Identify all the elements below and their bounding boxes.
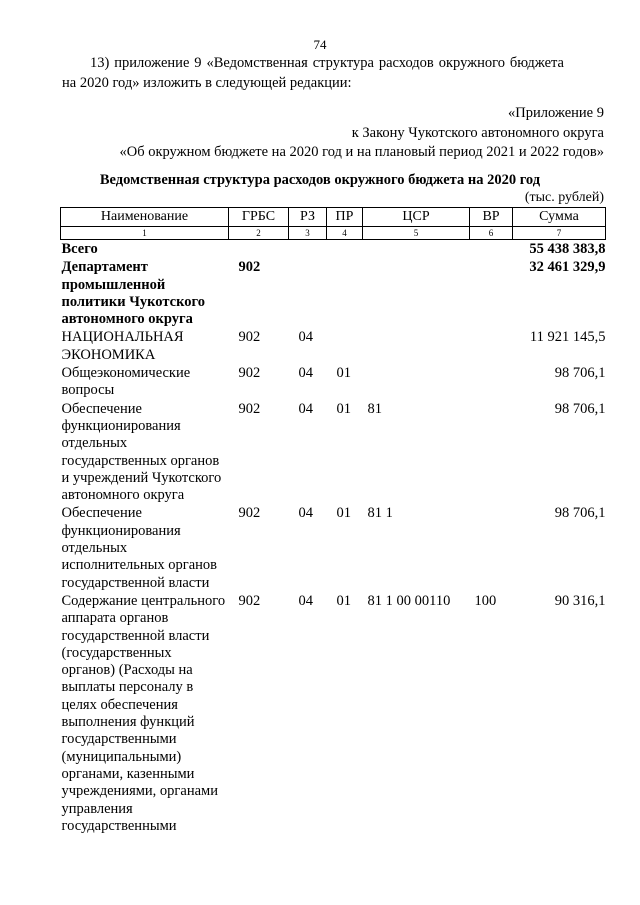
column-number: 5 — [363, 227, 470, 240]
row-csr: 81 — [367, 400, 382, 417]
row-name: Содержание центрального аппарата органов государственной власти (государственных органов) (Расходы на выплаты персоналу в целях обеспечения выполнения функций государственными (муниципальными) органами, казенными учреждениями, органами управления государственными — [61, 592, 226, 834]
row-pr: 01 — [336, 505, 351, 522]
annex-header — [119, 104, 604, 163]
row-rz: 04 — [298, 365, 313, 382]
header-vr: ВР — [470, 208, 513, 227]
column-number: 1 — [61, 227, 229, 240]
row-name: Всего — [61, 241, 98, 257]
row-pr — [327, 258, 363, 328]
units-label: (тыс. рублей) — [524, 190, 604, 205]
row-name: Департамент промышленной политики Чукотского автономного округа — [61, 259, 205, 328]
row-grbs: 902 — [238, 505, 261, 522]
document-title: Ведомственная структура расходов окружного бюджета на 2020 год — [99, 172, 541, 188]
page-number: 74 — [313, 37, 327, 52]
table-row — [61, 592, 606, 835]
column-number: 6 — [470, 227, 513, 240]
row-grbs: 902 — [238, 592, 261, 609]
row-name: Общеэкономические вопросы — [61, 365, 191, 399]
row-pr: 01 — [336, 365, 351, 382]
column-number: 3 — [289, 227, 327, 240]
annex-line-1: «Приложение 9 — [508, 105, 604, 121]
row-sum: 32 461 329,9 — [529, 259, 606, 276]
row-name: НАЦИОНАЛЬНАЯ ЭКОНОМИКА — [61, 329, 184, 363]
row-sum: 98 706,1 — [554, 365, 606, 382]
row-csr — [363, 240, 470, 259]
intro-paragraph: 13) приложение 9 «Ведомственная структура расходов окружного бюджета на 2020 год» изложить в следующей редакции: — [62, 55, 564, 91]
row-rz — [289, 240, 327, 259]
row-csr: 81 1 — [367, 505, 393, 522]
row-name: Обеспечение функционирования отдельных исполнительных органов государственной власти — [61, 505, 218, 591]
row-sum: 90 316,1 — [554, 592, 606, 609]
row-rz: 04 — [298, 505, 313, 522]
row-csr: 81 1 00 00110 — [367, 592, 451, 609]
table-row — [61, 400, 606, 505]
row-vr — [470, 328, 513, 364]
header-sum: Сумма — [513, 208, 606, 227]
column-number: 4 — [327, 227, 363, 240]
row-sum: 98 706,1 — [554, 505, 606, 522]
row-vr — [470, 504, 513, 591]
row-pr: 01 — [336, 592, 351, 609]
header-csr: ЦСР — [363, 208, 470, 227]
row-pr — [327, 328, 363, 364]
table-row — [61, 364, 606, 400]
header-rz: РЗ — [289, 208, 327, 227]
header-pr: ПР — [327, 208, 363, 227]
column-number: 2 — [229, 227, 289, 240]
row-grbs — [229, 240, 289, 259]
column-number-row — [61, 227, 606, 240]
row-grbs: 902 — [238, 259, 261, 276]
row-sum: 11 921 145,5 — [529, 329, 606, 346]
row-sum: 55 438 383,8 — [529, 241, 606, 257]
row-rz — [289, 258, 327, 328]
row-sum: 98 706,1 — [554, 400, 606, 417]
row-grbs: 902 — [238, 400, 261, 417]
table-header-row — [61, 208, 606, 227]
row-pr: 01 — [336, 400, 351, 417]
row-grbs: 902 — [238, 329, 261, 346]
row-vr — [470, 364, 513, 400]
table-row — [61, 328, 606, 364]
row-rz: 04 — [298, 592, 313, 609]
row-vr: 100 — [474, 592, 497, 609]
column-number: 7 — [513, 227, 606, 240]
row-csr — [363, 328, 470, 364]
row-rz: 04 — [298, 329, 313, 346]
header-grbs: ГРБС — [229, 208, 289, 227]
table-row-department — [61, 258, 606, 328]
annex-line-3: «Об окружном бюджете на 2020 год и на плановый период 2021 и 2022 годов» — [119, 144, 604, 160]
header-name: Наименование — [61, 208, 229, 227]
row-name: Обеспечение функционирования отдельных государственных органов и учреждений Чукотского автономного округа — [61, 400, 222, 504]
row-vr — [470, 240, 513, 259]
table-row — [61, 504, 606, 591]
row-grbs: 902 — [238, 365, 261, 382]
row-pr — [327, 240, 363, 259]
budget-table — [60, 207, 606, 835]
row-vr — [470, 400, 513, 505]
row-csr — [363, 364, 470, 400]
table-row-total — [61, 240, 606, 259]
row-rz: 04 — [298, 400, 313, 417]
annex-line-2: к Закону Чукотского автономного округа — [351, 124, 604, 141]
row-csr — [363, 258, 470, 328]
row-vr — [470, 258, 513, 328]
